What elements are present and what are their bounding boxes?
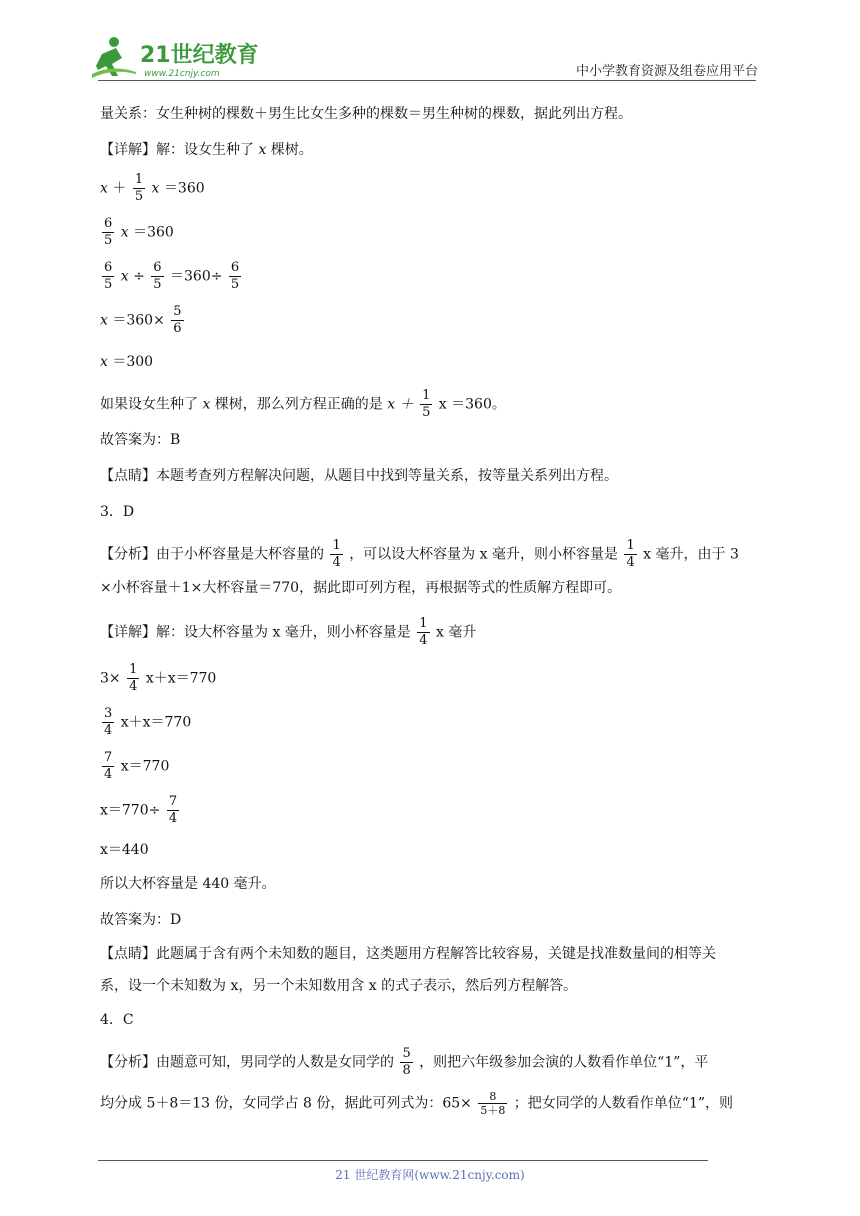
text-line: 【点睛】此题属于含有两个未知数的题目，这类题用方程解答比较容易，关键是找准数量间的相等关 (100, 946, 716, 962)
equation-line (100, 662, 216, 695)
text-span: 3× (100, 670, 121, 687)
header-divider (98, 80, 756, 81)
var-x: x (100, 354, 108, 370)
var-x: x ÷ (120, 268, 145, 285)
numerator: 1 (129, 662, 138, 677)
fraction (171, 304, 183, 337)
denominator: 4 (129, 679, 138, 694)
question-number: 4．C (100, 1012, 134, 1028)
text-line: ×小杯容量＋1×大杯容量＝770，据此即可列方程，再根据等式的性质解方程即可。 (100, 580, 622, 596)
text-span: x＝770 (120, 758, 170, 775)
text-span: 【分析】由题意可知，男同学的人数是女同学的 (100, 1054, 394, 1071)
text-span: x ＝360。 (438, 396, 506, 413)
fraction (417, 616, 429, 649)
text-span: x＝770÷ (100, 802, 161, 819)
fraction (420, 388, 432, 421)
numerator: 6 (230, 260, 240, 275)
fraction (229, 260, 241, 293)
denominator: 4 (168, 811, 178, 826)
numerator: 1 (332, 538, 341, 553)
denominator: 4 (104, 723, 113, 738)
denominator: 4 (626, 555, 635, 570)
text-line: 故答案为：B (100, 432, 181, 448)
eq-rhs: ＝300 (112, 354, 154, 370)
fraction (102, 706, 114, 739)
text-span: 棵树，那么列方程正确的是 (214, 396, 383, 413)
eq-rhs: ＝360× (112, 312, 165, 329)
question-number: 3．D (100, 504, 135, 520)
equation-line (100, 750, 169, 783)
footer-divider (98, 1160, 708, 1161)
fraction (400, 1046, 412, 1079)
op: ＋ (112, 180, 127, 197)
numerator: 7 (168, 794, 178, 809)
var-x: x (100, 180, 108, 197)
text-span: x 毫升 (435, 624, 477, 641)
text-line (100, 1046, 708, 1079)
denominator: 5 (104, 277, 113, 292)
fraction (102, 750, 114, 783)
denominator: 5 (104, 233, 113, 248)
text-span: ，可以设大杯容量为 x 毫升，则小杯容量是 (349, 546, 618, 563)
numerator: 5 (173, 304, 182, 319)
fraction (102, 216, 114, 249)
text-span: x ＋ (387, 396, 414, 413)
numerator: 6 (104, 216, 113, 231)
equation-line (100, 794, 181, 827)
numerator: 7 (104, 750, 113, 765)
var-x: x (100, 312, 108, 329)
text-line: 所以大杯容量是 440 毫升。 (100, 876, 276, 892)
text-line (100, 538, 739, 571)
fraction (102, 260, 114, 293)
text-span: 【详解】解：设女生种了 (100, 142, 254, 158)
denominator: 4 (332, 555, 341, 570)
fraction (151, 260, 163, 293)
footer-text: 21 世纪教育网(www.21cnjy.com) (335, 1168, 525, 1182)
var-x: x (151, 180, 160, 197)
denominator: 5 (230, 277, 240, 292)
numerator: 1 (422, 388, 431, 403)
denominator: 4 (419, 633, 428, 648)
text-line: 系，设一个未知数为 x，另一个未知数用含 x 的式子表示，然后列方程解答。 (100, 978, 578, 994)
equation-line (100, 216, 174, 249)
text-span: 【分析】由于小杯容量是大杯容量的 (100, 546, 324, 563)
denominator: 5 (422, 405, 431, 420)
numerator: 1 (626, 538, 635, 553)
text-span: 如果设女生种了 (100, 396, 198, 413)
numerator: 5 (402, 1046, 411, 1061)
text-span: 棵树。 (270, 142, 313, 158)
svg-text:21世纪教育: 21世纪教育 (140, 43, 259, 68)
text-line (100, 616, 476, 649)
text-line: 故答案为：D (100, 912, 182, 928)
text-line: 量关系：女生种树的棵数＋男生比女生多种的棵数＝男生种树的棵数，据此列出方程。 (100, 106, 632, 122)
eq-rhs: ＝360÷ (170, 268, 223, 285)
eq-rhs: ＝360 (133, 224, 174, 241)
fraction (127, 662, 139, 695)
denominator: 6 (173, 321, 182, 336)
denominator: 4 (104, 767, 113, 782)
svg-text:www.21cnjy.com: www.21cnjy.com (144, 69, 220, 79)
numerator: 1 (419, 616, 428, 631)
numerator: 3 (104, 706, 113, 721)
text-line: 【详解】解：设女生种了 x 棵树。 (100, 142, 313, 158)
text-span: x＋x＝770 (120, 714, 192, 731)
denominator: 5＋8 (480, 1104, 506, 1117)
numerator: 1 (134, 172, 144, 187)
header-platform-text: 中小学教育资源及组卷应用平台 (575, 64, 758, 79)
numerator: 6 (104, 260, 113, 275)
fraction (478, 1090, 507, 1117)
text-line: 如果设女生种了 x 棵树，那么列方程正确的是 x ＋ $\frac{1}{5}$ x ＝360。 (100, 388, 506, 420)
denominator: 8 (402, 1063, 411, 1078)
fraction (167, 794, 179, 827)
text-line: 【点睛】本题考查列方程解决问题，从题目中找到等量关系，按等量关系列出方程。 (100, 468, 618, 484)
denominator: 5 (153, 277, 162, 292)
fraction (624, 538, 636, 571)
text-span: x＋x＝770 (145, 670, 217, 687)
text-span: 均分成 5＋8＝13 份，女同学占 8 份，据此可列式为：65× (100, 1095, 472, 1112)
equation-line (100, 172, 205, 205)
numerator: 6 (153, 260, 162, 275)
text-span: x 毫升，由于 3 (643, 546, 739, 563)
var-x: x (120, 224, 129, 241)
eq-rhs: ＝360 (163, 180, 205, 197)
text-span: ，则把六年级参加会演的人数看作单位“1”，平 (419, 1054, 709, 1071)
equation-line: x＝440 (100, 842, 149, 858)
equation-line (100, 260, 243, 293)
text-span: 【详解】解：设大杯容量为 x 毫升，则小杯容量是 (100, 624, 411, 641)
site-logo (92, 34, 282, 80)
fraction (330, 538, 342, 571)
equation-line (100, 352, 153, 372)
numerator: 8 (478, 1090, 507, 1104)
equation-line (100, 304, 186, 337)
text-line (100, 1090, 733, 1117)
denominator: 5 (134, 189, 144, 204)
page-header (0, 0, 860, 90)
text-span: ；把女同学的人数看作单位“1”，则 (513, 1095, 734, 1112)
fraction (133, 172, 145, 205)
equation-line (100, 706, 191, 739)
